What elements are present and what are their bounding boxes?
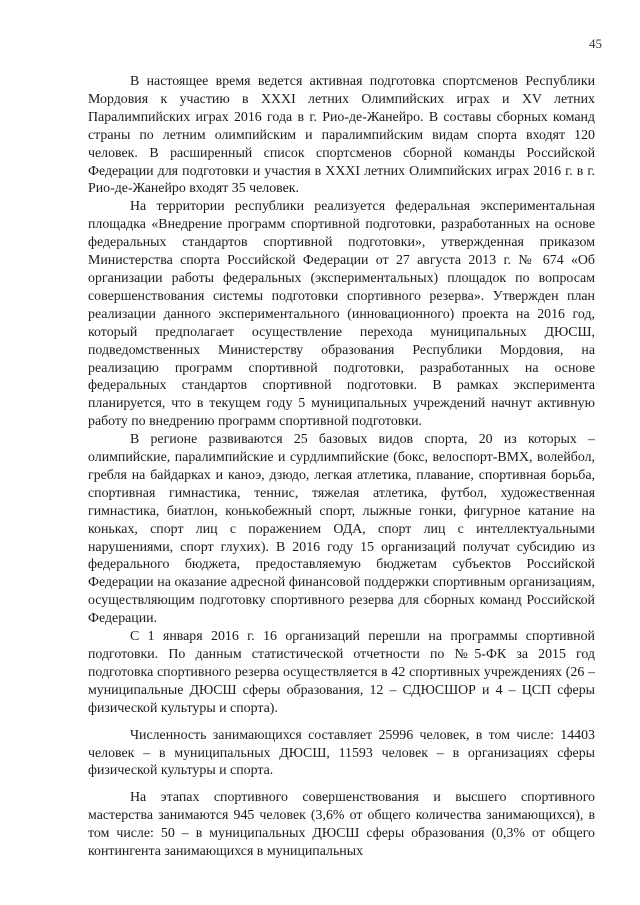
paragraph-experimental-platform: На территории республики реализуется федеральная экспериментальная площадка «Внедрение программ спортивной подготовки, разработанных на основе федеральных стандартов спортивной подготовки», утвержденная приказом Министерства спорта Российской Федерации от 27 августа 2013 г. № 674 «Об организации работы федеральных (экспериментальных) площадок по вопросам совершенствования системы подготовки спортивного резерва». Утвержден план реализации данного экспериментального (инновационного) проекта на 2016 год, который предполагает осуществление перехода муниципальных ДЮСШ, подведомственных Министерству образования Республики Мордовия, на реализацию программ спортивной подготовки, разработанных на основе федеральных стандартов спортивной подготовки. В рамках эксперимента планируется, что в текущем году 5 муниципальных учреждений начнут активную работу по внедрению программ спортивной подготовки. [88, 199, 595, 430]
page-number: 45 [589, 36, 602, 51]
paragraph-sports-training-programs: С 1 января 2016 г. 16 организаций перешли на программы спортивной подготовки. По данным статистической отчетности по №5-ФК за 2015 год подготовка спортивного резерва осуществляется в 42 спортивных учреждениях (26 – муниципальные ДЮСШ сферы образования, 12 – СДЮСШОР и 4 – ЦСП сферы физической культуры и спорта). [88, 629, 595, 716]
paragraph-olympic-preparation: В настоящее время ведется активная подготовка спортсменов Республики Мордовия к участию в XXXI летних Олимпийских играх и XV летних Паралимпийских играх 2016 года в г. Рио-де-Жанейро. В составы сборных команд страны по летним олимпийским и паралимпийским видам спорта входят 120 человек. В расширенный список спортсменов сборной команды Российской Федерации для подготовки и участия в XXXI летних Олимпийских играх 2016 г. в г. Рио-де-Жанейро входят 35 человек. [88, 74, 595, 197]
paragraph-excellence-stages: На этапах спортивного совершенствования и высшего спортивного мастерства занимаются 945 человек (3,6% от общего количества занимающихся), в том числе: 50 – в муниципальных ДЮСШ сферы образования (0,3% от общего контингента занимающихся в муниципальных [88, 790, 595, 860]
document-body [88, 73, 595, 861]
paragraph-number-of-participants: Численность занимающихся составляет 25996 человек, в том числе: 14403 человек – в муниципальных ДЮСШ, 11593 человек – в организациях сферы физической культуры и спорта. [88, 727, 595, 779]
paragraph-sports-disciplines: В регионе развиваются 25 базовых видов спорта, 20 из которых – олимпийские, паралимпийские и сурдлимпийские (бокс, велоспорт-BMX, волейбол, гребля на байдарках и каноэ, дзюдо, легкая атлетика, плавание, спортивная борьба, спортивная гимнастика, теннис, тяжелая атлетика, футбол, художественная гимнастика, биатлон, конькобежный спорт, лыжные гонки, фигурное катание на коньках, спорт лиц с поражением ОДА, спорт лиц с интеллектуальными нарушениями, спорт глухих). В 2016 году 15 организаций получат субсидию из федерального бюджета, предоставляемую бюджетам субъектов Российской Федерации на оказание адресной финансовой поддержки спортивным организациям, осуществляющим подготовку спортивного резерва для сборных команд Российской Федерации. [88, 432, 595, 627]
